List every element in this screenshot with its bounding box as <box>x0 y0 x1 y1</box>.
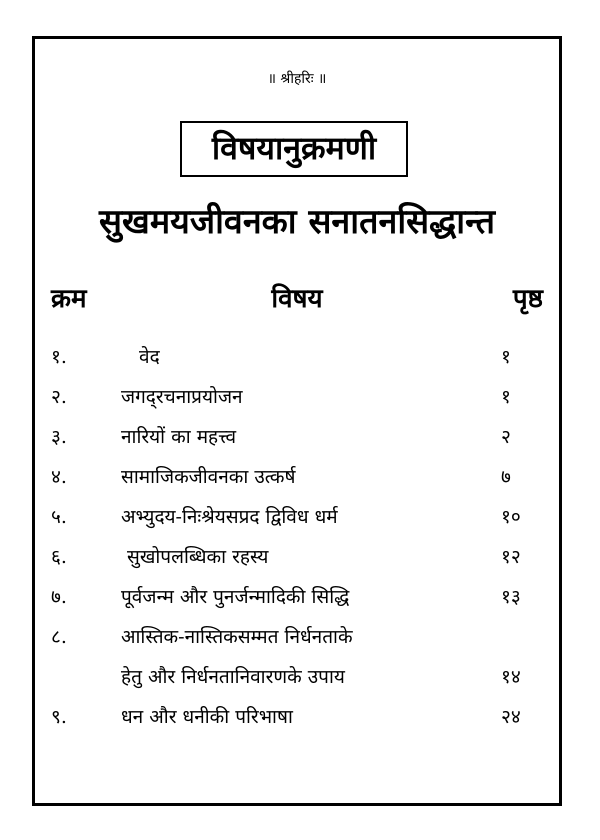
column-header-number: क्रम <box>51 284 87 314</box>
toc-row <box>35 623 559 657</box>
toc-number: ३. <box>51 426 67 448</box>
toc-page: १ <box>501 346 511 368</box>
toc-page: १ <box>501 386 511 408</box>
invocation-text: ॥ श्रीहरिः ॥ <box>267 71 327 87</box>
toc-page: १४ <box>501 666 521 688</box>
page-title: विषयानुक्रमणी <box>180 121 408 177</box>
toc-number: ८. <box>51 626 67 648</box>
page-border <box>32 36 562 806</box>
toc-subject: अभ्युदय-निःश्रेयसप्रद द्विविध धर्म <box>121 506 338 528</box>
column-header-subject: विषय <box>271 284 323 314</box>
toc-subject: नारियों का महत्त्व <box>121 426 237 448</box>
toc-subject: वेद <box>139 346 160 368</box>
toc-page: २४ <box>501 706 521 728</box>
toc-row <box>35 503 559 537</box>
toc-row <box>35 463 559 497</box>
toc-number: ४. <box>51 466 67 488</box>
book-subtitle: सुखमयजीवनका सनातनसिद्धान्त <box>99 202 495 242</box>
toc-page: १२ <box>501 546 521 568</box>
toc-row <box>35 583 559 617</box>
toc-number: ७. <box>51 586 67 608</box>
toc-row <box>35 543 559 577</box>
toc-page: १० <box>501 506 521 528</box>
toc-subject: हेतु और निर्धनतानिवारणके उपाय <box>121 666 345 688</box>
toc-subject: आस्तिक-नास्तिकसम्मत निर्धनताके <box>121 626 353 648</box>
toc-subject: सुखोपलब्धिका रहस्य <box>127 546 269 568</box>
toc-subject: जगद्‌रचनाप्रयोजन <box>121 386 243 408</box>
toc-row <box>35 703 559 737</box>
toc-number: ५. <box>51 506 67 528</box>
toc-subject: सामाजिकजीवनका उत्कर्ष <box>121 466 296 488</box>
toc-number: १. <box>51 346 67 368</box>
toc-number: ६. <box>51 546 67 568</box>
toc-subject: धन और धनीकी परिभाषा <box>121 706 293 728</box>
toc-page: ७ <box>501 466 511 488</box>
toc-page: १३ <box>501 586 521 608</box>
toc-row <box>35 383 559 417</box>
toc-page: २ <box>501 426 511 448</box>
toc-row <box>35 663 559 697</box>
toc-number: २. <box>51 386 67 408</box>
toc-number: ९. <box>51 706 67 728</box>
toc-row <box>35 423 559 457</box>
toc-subject: पूर्वजन्म और पुनर्जन्मादिकी सिद्धि <box>121 586 350 608</box>
toc-row <box>35 343 559 377</box>
column-header-page: पृष्ठ <box>512 284 543 314</box>
